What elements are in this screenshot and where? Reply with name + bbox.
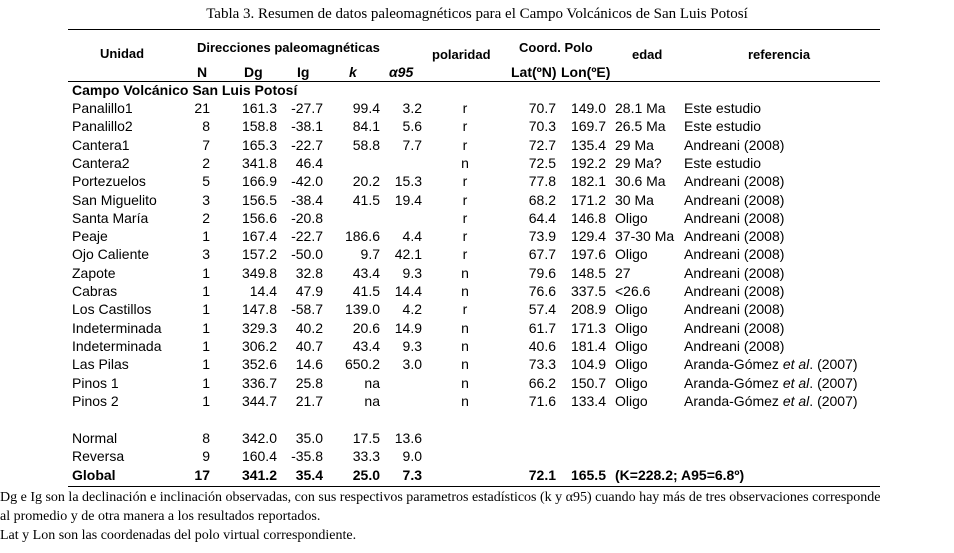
header-direcciones: Direcciones paleomagnéticas bbox=[197, 40, 380, 55]
cell-lat: 77.8 bbox=[528, 173, 556, 190]
cell-referencia bbox=[684, 355, 858, 373]
cell-k: na bbox=[364, 374, 380, 391]
cell-lat: 72.5 bbox=[528, 154, 556, 171]
footnote-3: Lat y Lon son las coordenadas del polo virtual correspondiente. bbox=[0, 528, 357, 543]
cell-dg: 14.4 bbox=[249, 283, 277, 299]
cell-unit: Panalillo2 bbox=[72, 118, 133, 135]
header-edad: edad bbox=[632, 47, 663, 62]
cell-edad: Oligo bbox=[615, 246, 648, 263]
cell-referencia: Andreani (2008) bbox=[684, 319, 785, 336]
cell-polaridad: r bbox=[462, 118, 468, 135]
cell-unit: Zapote bbox=[72, 264, 116, 281]
cell-k: 139.0 bbox=[344, 301, 380, 318]
cell-k: 84.1 bbox=[352, 118, 380, 135]
cell-n: 8 bbox=[202, 118, 210, 135]
cell-lon: 192.2 bbox=[570, 154, 606, 171]
cell-k: 650.2 bbox=[344, 356, 380, 373]
cell-dg: 336.7 bbox=[241, 374, 277, 391]
cell-k: 9.7 bbox=[360, 246, 380, 263]
cell-k: 33.3 bbox=[352, 448, 380, 465]
cell-lon: 149.0 bbox=[570, 100, 606, 116]
cell-a95: 19.4 bbox=[394, 191, 422, 208]
cell-k: 25.0 bbox=[352, 467, 380, 483]
cell-lat: 76.6 bbox=[528, 283, 556, 299]
cell-lat: 66.2 bbox=[528, 374, 556, 391]
cell-edad: Oligo bbox=[615, 356, 648, 373]
cell-referencia: Andreani (2008) bbox=[684, 228, 785, 245]
cell-lon: 169.7 bbox=[570, 118, 606, 135]
cell-n: 3 bbox=[202, 191, 210, 208]
cell-dg: 329.3 bbox=[241, 319, 277, 336]
cell-a95: 13.6 bbox=[394, 430, 422, 446]
cell-edad: 30 Ma bbox=[615, 191, 654, 208]
cell-dg: 342.0 bbox=[241, 430, 277, 446]
cell-unit: Pinos 2 bbox=[72, 392, 119, 409]
cell-referencia: Andreani (2008) bbox=[684, 173, 785, 190]
cell-ig: -58.7 bbox=[291, 301, 323, 318]
ref-et-al: et al bbox=[782, 374, 810, 391]
cell-a95: 9.3 bbox=[402, 264, 422, 281]
cell-ig: 47.9 bbox=[295, 283, 323, 299]
cell-polaridad: n bbox=[461, 374, 469, 391]
cell-polaridad: n bbox=[461, 283, 469, 299]
cell-edad: 37-30 Ma bbox=[615, 228, 675, 245]
cell-k: 41.5 bbox=[352, 191, 380, 208]
header-coord: Coord. Polo bbox=[519, 40, 593, 55]
cell-n: 1 bbox=[202, 319, 210, 336]
cell-lat: 73.3 bbox=[528, 356, 556, 373]
cell-edad: Oligo bbox=[615, 392, 648, 409]
header-unidad: Unidad bbox=[100, 46, 145, 61]
cell-unit: Cabras bbox=[72, 283, 118, 299]
cell-lon: 171.3 bbox=[570, 319, 606, 336]
cell-n: 7 bbox=[202, 136, 210, 153]
cell-a95: 7.7 bbox=[402, 136, 422, 153]
cell-lat: 70.3 bbox=[528, 118, 556, 135]
header-referencia: referencia bbox=[748, 47, 811, 62]
summary-unit: Reversa bbox=[72, 448, 125, 465]
global-lon: 165.5 bbox=[570, 467, 606, 483]
cell-a95: 3.0 bbox=[402, 356, 422, 373]
cell-lon: 150.7 bbox=[570, 374, 606, 391]
cell-lat: 73.9 bbox=[528, 228, 556, 245]
cell-ig: 35.0 bbox=[295, 430, 323, 446]
cell-unit: Pinos 1 bbox=[72, 374, 119, 391]
cell-n: 21 bbox=[194, 100, 210, 116]
cell-dg: 349.8 bbox=[241, 264, 277, 281]
cell-dg: 156.5 bbox=[241, 191, 277, 208]
cell-referencia: Andreani (2008) bbox=[684, 283, 785, 299]
ref-authors: Aranda-Gómez bbox=[684, 374, 783, 391]
cell-k: 43.4 bbox=[352, 337, 380, 354]
cell-unit: Los Castillos bbox=[72, 301, 152, 318]
cell-polaridad: n bbox=[461, 264, 469, 281]
cell-lon: 146.8 bbox=[570, 209, 606, 226]
header-ig: Ig bbox=[297, 64, 310, 80]
cell-ig: 21.7 bbox=[295, 392, 323, 409]
cell-a95: 15.3 bbox=[394, 173, 422, 190]
cell-unit: Ojo Caliente bbox=[72, 246, 150, 263]
cell-referencia: Andreani (2008) bbox=[684, 136, 785, 153]
cell-edad: 30.6 Ma bbox=[615, 173, 666, 190]
cell-referencia bbox=[684, 392, 858, 410]
cell-dg: 158.8 bbox=[241, 118, 277, 135]
header-k: k bbox=[349, 64, 357, 80]
cell-a95: 4.2 bbox=[402, 301, 422, 318]
cell-n: 2 bbox=[202, 209, 210, 226]
header-a95: α95 bbox=[389, 64, 414, 80]
header-polaridad: polaridad bbox=[432, 47, 491, 62]
cell-k: 20.6 bbox=[352, 319, 380, 336]
cell-ig: -35.8 bbox=[291, 448, 323, 465]
cell-lon: 182.1 bbox=[570, 173, 606, 190]
header-n: N bbox=[197, 64, 208, 80]
cell-unit: Cantera1 bbox=[72, 136, 130, 153]
cell-ig: 32.8 bbox=[295, 264, 323, 281]
cell-a95: 9.0 bbox=[402, 448, 422, 465]
cell-unit: Indeterminada bbox=[72, 337, 162, 354]
cell-referencia: Este estudio bbox=[684, 118, 762, 135]
cell-a95: 5.6 bbox=[402, 118, 422, 135]
cell-ig: 35.4 bbox=[295, 467, 323, 483]
ref-authors: Aranda-Gómez bbox=[684, 392, 783, 409]
cell-lat: 40.6 bbox=[528, 337, 556, 354]
cell-n: 17 bbox=[194, 467, 210, 483]
cell-edad: 27 bbox=[615, 264, 631, 281]
cell-referencia: Andreani (2008) bbox=[684, 337, 785, 354]
cell-referencia bbox=[684, 374, 858, 392]
cell-k: 41.5 bbox=[352, 283, 380, 299]
cell-dg: 167.4 bbox=[241, 228, 277, 245]
cell-edad: 29 Ma bbox=[615, 136, 654, 153]
cell-ig: -42.0 bbox=[291, 173, 323, 190]
cell-ig: -20.8 bbox=[291, 209, 323, 226]
section-title: Campo Volcánico San Luis Potosí bbox=[72, 82, 298, 98]
cell-dg: 160.4 bbox=[241, 448, 277, 465]
cell-n: 1 bbox=[202, 264, 210, 281]
cell-lat: 79.6 bbox=[528, 264, 556, 281]
cell-referencia: Este estudio bbox=[684, 100, 762, 116]
cell-edad: Oligo bbox=[615, 301, 648, 318]
cell-a95: 42.1 bbox=[394, 246, 422, 263]
cell-ig: 40.2 bbox=[295, 319, 323, 336]
cell-n: 1 bbox=[202, 228, 210, 245]
cell-n: 3 bbox=[202, 246, 210, 263]
cell-ig: -38.4 bbox=[291, 191, 323, 208]
cell-n: 9 bbox=[202, 448, 210, 465]
cell-k: 17.5 bbox=[352, 430, 380, 446]
cell-lon: 171.2 bbox=[570, 191, 606, 208]
cell-polaridad: r bbox=[462, 136, 468, 153]
cell-lon: 135.4 bbox=[570, 136, 606, 153]
cell-polaridad: n bbox=[461, 392, 469, 409]
cell-referencia: Andreani (2008) bbox=[684, 191, 785, 208]
cell-lon: 197.6 bbox=[570, 246, 606, 263]
cell-lon: 133.4 bbox=[570, 392, 606, 409]
cell-lon: 208.9 bbox=[570, 301, 606, 318]
global-note: (K=228.2; A95=6.8º) bbox=[615, 467, 745, 483]
cell-edad: Oligo bbox=[615, 319, 648, 336]
cell-ig: 25.8 bbox=[295, 374, 323, 391]
cell-polaridad: r bbox=[462, 191, 468, 208]
cell-unit: Panalillo1 bbox=[72, 100, 133, 116]
cell-n: 5 bbox=[202, 173, 210, 190]
cell-referencia: Este estudio bbox=[684, 154, 762, 171]
cell-edad: <26.6 bbox=[615, 283, 651, 299]
cell-referencia: Andreani (2008) bbox=[684, 246, 785, 263]
cell-n: 1 bbox=[202, 301, 210, 318]
cell-ig: -27.7 bbox=[291, 100, 323, 116]
cell-a95: 14.9 bbox=[394, 319, 422, 336]
cell-polaridad: n bbox=[461, 356, 469, 373]
cell-lat: 67.7 bbox=[528, 246, 556, 263]
ref-year: . (2007) bbox=[809, 392, 858, 409]
cell-polaridad: n bbox=[461, 154, 469, 171]
footnote-1: Dg e Ig son la declinación e inclinación observadas, con sus respectivos parametros estadísticos (k y α95) cuando hay más de tres observaciones corresponde bbox=[0, 490, 881, 505]
cell-dg: 352.6 bbox=[241, 356, 277, 373]
cell-polaridad: r bbox=[462, 246, 468, 263]
ref-year: . (2007) bbox=[809, 356, 858, 373]
cell-unit: Santa María bbox=[72, 209, 149, 226]
ref-et-al: et al bbox=[782, 392, 810, 409]
global-unit: Global bbox=[72, 467, 116, 483]
cell-ig: 14.6 bbox=[295, 356, 323, 373]
footnote-2: al promedio y de otra manera a los resultados reportados. bbox=[0, 509, 321, 524]
cell-polaridad: r bbox=[462, 173, 468, 190]
cell-k: na bbox=[364, 392, 380, 409]
bottom-rule bbox=[68, 486, 880, 487]
cell-k: 20.2 bbox=[352, 173, 380, 190]
cell-referencia: Andreani (2008) bbox=[684, 209, 785, 226]
cell-k: 99.4 bbox=[352, 100, 380, 116]
cell-referencia: Andreani (2008) bbox=[684, 264, 785, 281]
cell-dg: 157.2 bbox=[241, 246, 277, 263]
cell-ig: -22.7 bbox=[291, 228, 323, 245]
cell-lat: 72.7 bbox=[528, 136, 556, 153]
cell-lon: 129.4 bbox=[570, 228, 606, 245]
cell-n: 1 bbox=[202, 356, 210, 373]
cell-k: 43.4 bbox=[352, 264, 380, 281]
cell-edad: Oligo bbox=[615, 209, 648, 226]
cell-dg: 341.2 bbox=[241, 467, 277, 483]
cell-lon: 181.4 bbox=[570, 337, 606, 354]
cell-lon: 148.5 bbox=[570, 264, 606, 281]
cell-dg: 341.8 bbox=[241, 154, 277, 171]
cell-ig: -50.0 bbox=[291, 246, 323, 263]
cell-dg: 165.3 bbox=[241, 136, 277, 153]
cell-polaridad: r bbox=[462, 301, 468, 318]
cell-edad: 28.1 Ma bbox=[615, 100, 666, 116]
cell-n: 1 bbox=[202, 283, 210, 299]
cell-a95: 4.4 bbox=[402, 228, 422, 245]
cell-edad: Oligo bbox=[615, 337, 648, 354]
ref-year: . (2007) bbox=[809, 374, 858, 391]
cell-n: 1 bbox=[202, 392, 210, 409]
cell-a95: 14.4 bbox=[394, 283, 422, 299]
cell-unit: Las Pilas bbox=[72, 356, 129, 373]
cell-edad: 26.5 Ma bbox=[615, 118, 666, 135]
cell-lon: 104.9 bbox=[570, 356, 606, 373]
cell-ig: 46.4 bbox=[295, 154, 323, 171]
cell-a95: 9.3 bbox=[402, 337, 422, 354]
cell-dg: 156.6 bbox=[241, 209, 277, 226]
top-rule bbox=[68, 29, 880, 30]
cell-unit: Indeterminada bbox=[72, 319, 162, 336]
cell-lat: 70.7 bbox=[528, 100, 556, 116]
cell-dg: 306.2 bbox=[241, 337, 277, 354]
cell-lat: 64.4 bbox=[528, 209, 556, 226]
cell-unit: Cantera2 bbox=[72, 154, 130, 171]
cell-ig: -22.7 bbox=[291, 136, 323, 153]
cell-a95: 7.3 bbox=[402, 467, 422, 483]
summary-unit: Normal bbox=[72, 430, 118, 446]
header-lon: Lon(ºE) bbox=[561, 64, 611, 80]
cell-k: 58.8 bbox=[352, 136, 380, 153]
cell-a95: 3.2 bbox=[402, 100, 422, 116]
cell-polaridad: n bbox=[461, 337, 469, 354]
cell-n: 1 bbox=[202, 374, 210, 391]
cell-dg: 344.7 bbox=[241, 392, 277, 409]
cell-ig: -38.1 bbox=[291, 118, 323, 135]
cell-dg: 147.8 bbox=[241, 301, 277, 318]
cell-n: 8 bbox=[202, 430, 210, 446]
cell-unit: San Miguelito bbox=[72, 191, 157, 208]
cell-lat: 57.4 bbox=[528, 301, 556, 318]
cell-dg: 166.9 bbox=[241, 173, 277, 190]
table-caption: Tabla 3. Resumen de datos paleomagnéticos para el Campo Volcánicos de San Luis Potosí bbox=[206, 6, 748, 22]
cell-edad: 29 Ma? bbox=[615, 154, 662, 171]
cell-unit: Portezuelos bbox=[72, 173, 146, 190]
cell-k: 186.6 bbox=[344, 228, 380, 245]
cell-unit: Peaje bbox=[72, 228, 108, 245]
cell-polaridad: n bbox=[461, 319, 469, 336]
cell-n: 1 bbox=[202, 337, 210, 354]
cell-lat: 71.6 bbox=[528, 392, 556, 409]
ref-et-al: et al bbox=[782, 356, 810, 373]
cell-polaridad: r bbox=[462, 228, 468, 245]
cell-referencia: Andreani (2008) bbox=[684, 301, 785, 318]
header-dg: Dg bbox=[244, 64, 263, 80]
cell-ig: 40.7 bbox=[295, 337, 323, 354]
global-lat: 72.1 bbox=[528, 467, 556, 483]
ref-authors: Aranda-Gómez bbox=[684, 356, 783, 373]
cell-lon: 337.5 bbox=[570, 283, 606, 299]
cell-n: 2 bbox=[202, 154, 210, 171]
cell-polaridad: r bbox=[462, 100, 468, 116]
cell-lat: 68.2 bbox=[528, 191, 556, 208]
cell-lat: 61.7 bbox=[528, 319, 556, 336]
cell-dg: 161.3 bbox=[241, 100, 277, 116]
cell-polaridad: r bbox=[462, 209, 468, 226]
cell-edad: Oligo bbox=[615, 374, 648, 391]
header-lat: Lat(ºN) bbox=[511, 64, 557, 80]
